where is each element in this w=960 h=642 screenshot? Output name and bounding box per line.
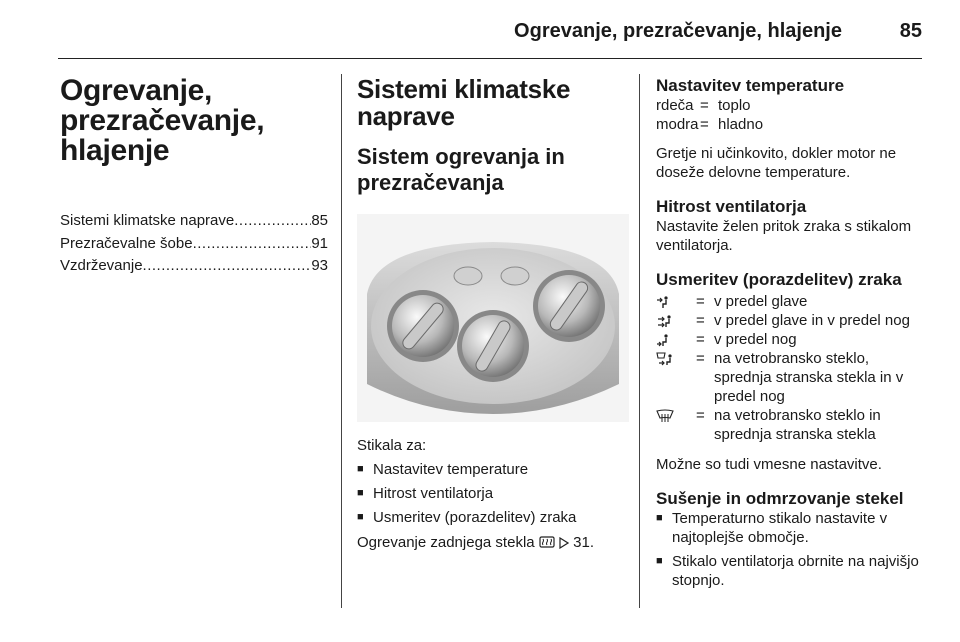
fan-heading: Hitrost ventilatorja [656, 197, 807, 216]
definition-value: v predel glave in v predel nog [714, 312, 910, 329]
toc-entry[interactable] [60, 255, 328, 278]
climate-control-panel-photo [357, 214, 629, 422]
definition-row [656, 311, 928, 330]
list-item [357, 484, 629, 503]
temperature-heading: Nastavitev temperature [656, 76, 845, 95]
column-divider-1 [341, 74, 342, 608]
subsection-title-line-1: Sistem ogrevanja in [357, 144, 565, 169]
definition-row [656, 96, 928, 115]
definition-value: na vetrobransko steklo, sprednja stranska stekla in v predel nog [714, 350, 904, 405]
list-item [656, 552, 928, 590]
section-title-line-1: Sistemi klimatske [357, 74, 571, 104]
toc-entry-text: Prezračevalne šobe [60, 234, 193, 252]
bullet-icon: ■ [357, 463, 364, 475]
definition-equals: = [696, 350, 705, 367]
list-item-text: Temperaturno stikalo nastavite v najtoplejše območje. [672, 510, 888, 546]
list-item [357, 508, 629, 527]
definition-value: hladno [718, 116, 764, 133]
definition-equals: = [700, 116, 709, 133]
table-of-contents [60, 210, 328, 278]
page-reference[interactable]: 31. [573, 534, 594, 551]
chapter-title-line-3: hlajenje [60, 134, 170, 167]
air-distribution-heading: Usmeritev (porazdelitev) zraka [656, 270, 902, 289]
toc-entry-page: 93 [311, 257, 328, 274]
toc-entry-text: Sistemi klimatske naprave [60, 212, 235, 229]
bullet-icon: ■ [357, 511, 364, 523]
list-item [357, 460, 629, 479]
definition-row [656, 292, 928, 311]
windscreen-defrost-icon [656, 409, 674, 423]
definition-value: v predel glave [714, 293, 808, 310]
column-divider-2 [639, 74, 640, 608]
list-item-text: Stikalo ventilatorja obrnite na najvišjo stopnjo. [672, 553, 919, 589]
header-title: Ogrevanje, prezračevanje, hlajenje [514, 20, 842, 42]
toc-leader [234, 210, 311, 233]
definition-equals: = [696, 331, 705, 348]
toc-entry[interactable] [60, 233, 328, 256]
list-item [656, 509, 928, 547]
bullet-icon: ■ [656, 512, 663, 524]
list-item-text: Usmeritev (porazdelitev) zraka [373, 509, 577, 526]
definition-row [656, 330, 928, 349]
definition-equals: = [696, 312, 705, 329]
definition-equals: = [700, 97, 709, 114]
fan-text: Nastavite želen pritok zraka s stikalom ventilatorja. [656, 218, 912, 254]
definition-value: v predel nog [714, 331, 797, 348]
chapter-title-line-2: prezračevanje, [60, 104, 265, 137]
toc-leader [143, 255, 312, 278]
toc-entry[interactable] [60, 210, 328, 233]
definition-row [656, 406, 928, 444]
definition-key: modra [656, 116, 699, 133]
section-title-line-2: naprave [357, 101, 455, 131]
rear-window-heating-ref [357, 533, 629, 552]
page-header [58, 16, 922, 54]
header-rule [58, 58, 922, 59]
switches-intro: Stikala za: [357, 437, 427, 454]
rear-window-heating-text: Ogrevanje zadnjega stekla [357, 534, 535, 551]
definition-equals: = [696, 293, 705, 310]
subsection-title [357, 144, 629, 196]
column-3 [656, 76, 928, 590]
column-2 [357, 76, 629, 552]
list-item-text: Nastavitev temperature [373, 461, 529, 478]
toc-entry-page: 91 [311, 234, 328, 252]
section-title [357, 76, 629, 130]
temperature-note: Gretje ni učinkovito, dokler motor ne doseže delovne temperature. [656, 145, 897, 181]
definition-value: toplo [718, 97, 751, 114]
subsection-title-line-2: prezračevanja [357, 170, 504, 195]
definition-key: rdeča [656, 97, 694, 114]
airflow-head-icon [656, 295, 670, 309]
intermediate-settings-note: Možne so tudi vmesne nastavitve. [656, 456, 882, 473]
drying-heading: Sušenje in odmrzovanje stekel [656, 489, 904, 508]
definition-value: na vetrobransko steklo in sprednja stranska stekla [714, 407, 881, 443]
chapter-title [60, 76, 328, 166]
chapter-title-line-1: Ogrevanje, [60, 74, 213, 107]
definition-row [656, 349, 928, 406]
rear-window-heating-icon [539, 536, 555, 550]
definition-equals: = [696, 407, 705, 424]
toc-entry-page: 85 [311, 212, 328, 229]
definition-row [656, 115, 928, 134]
toc-entry-text: Vzdrževanje [60, 257, 143, 274]
bullet-icon: ■ [656, 555, 663, 567]
airflow-windscreen-feet-icon [656, 352, 674, 366]
toc-leader [193, 233, 312, 256]
airflow-feet-icon [656, 333, 670, 347]
bullet-icon: ■ [357, 487, 364, 499]
header-page-number: 85 [899, 20, 922, 42]
airflow-head-feet-icon [656, 314, 674, 328]
column-1 [60, 76, 328, 278]
list-item-text: Hitrost ventilatorja [373, 485, 494, 502]
page-reference-icon[interactable] [559, 537, 569, 549]
